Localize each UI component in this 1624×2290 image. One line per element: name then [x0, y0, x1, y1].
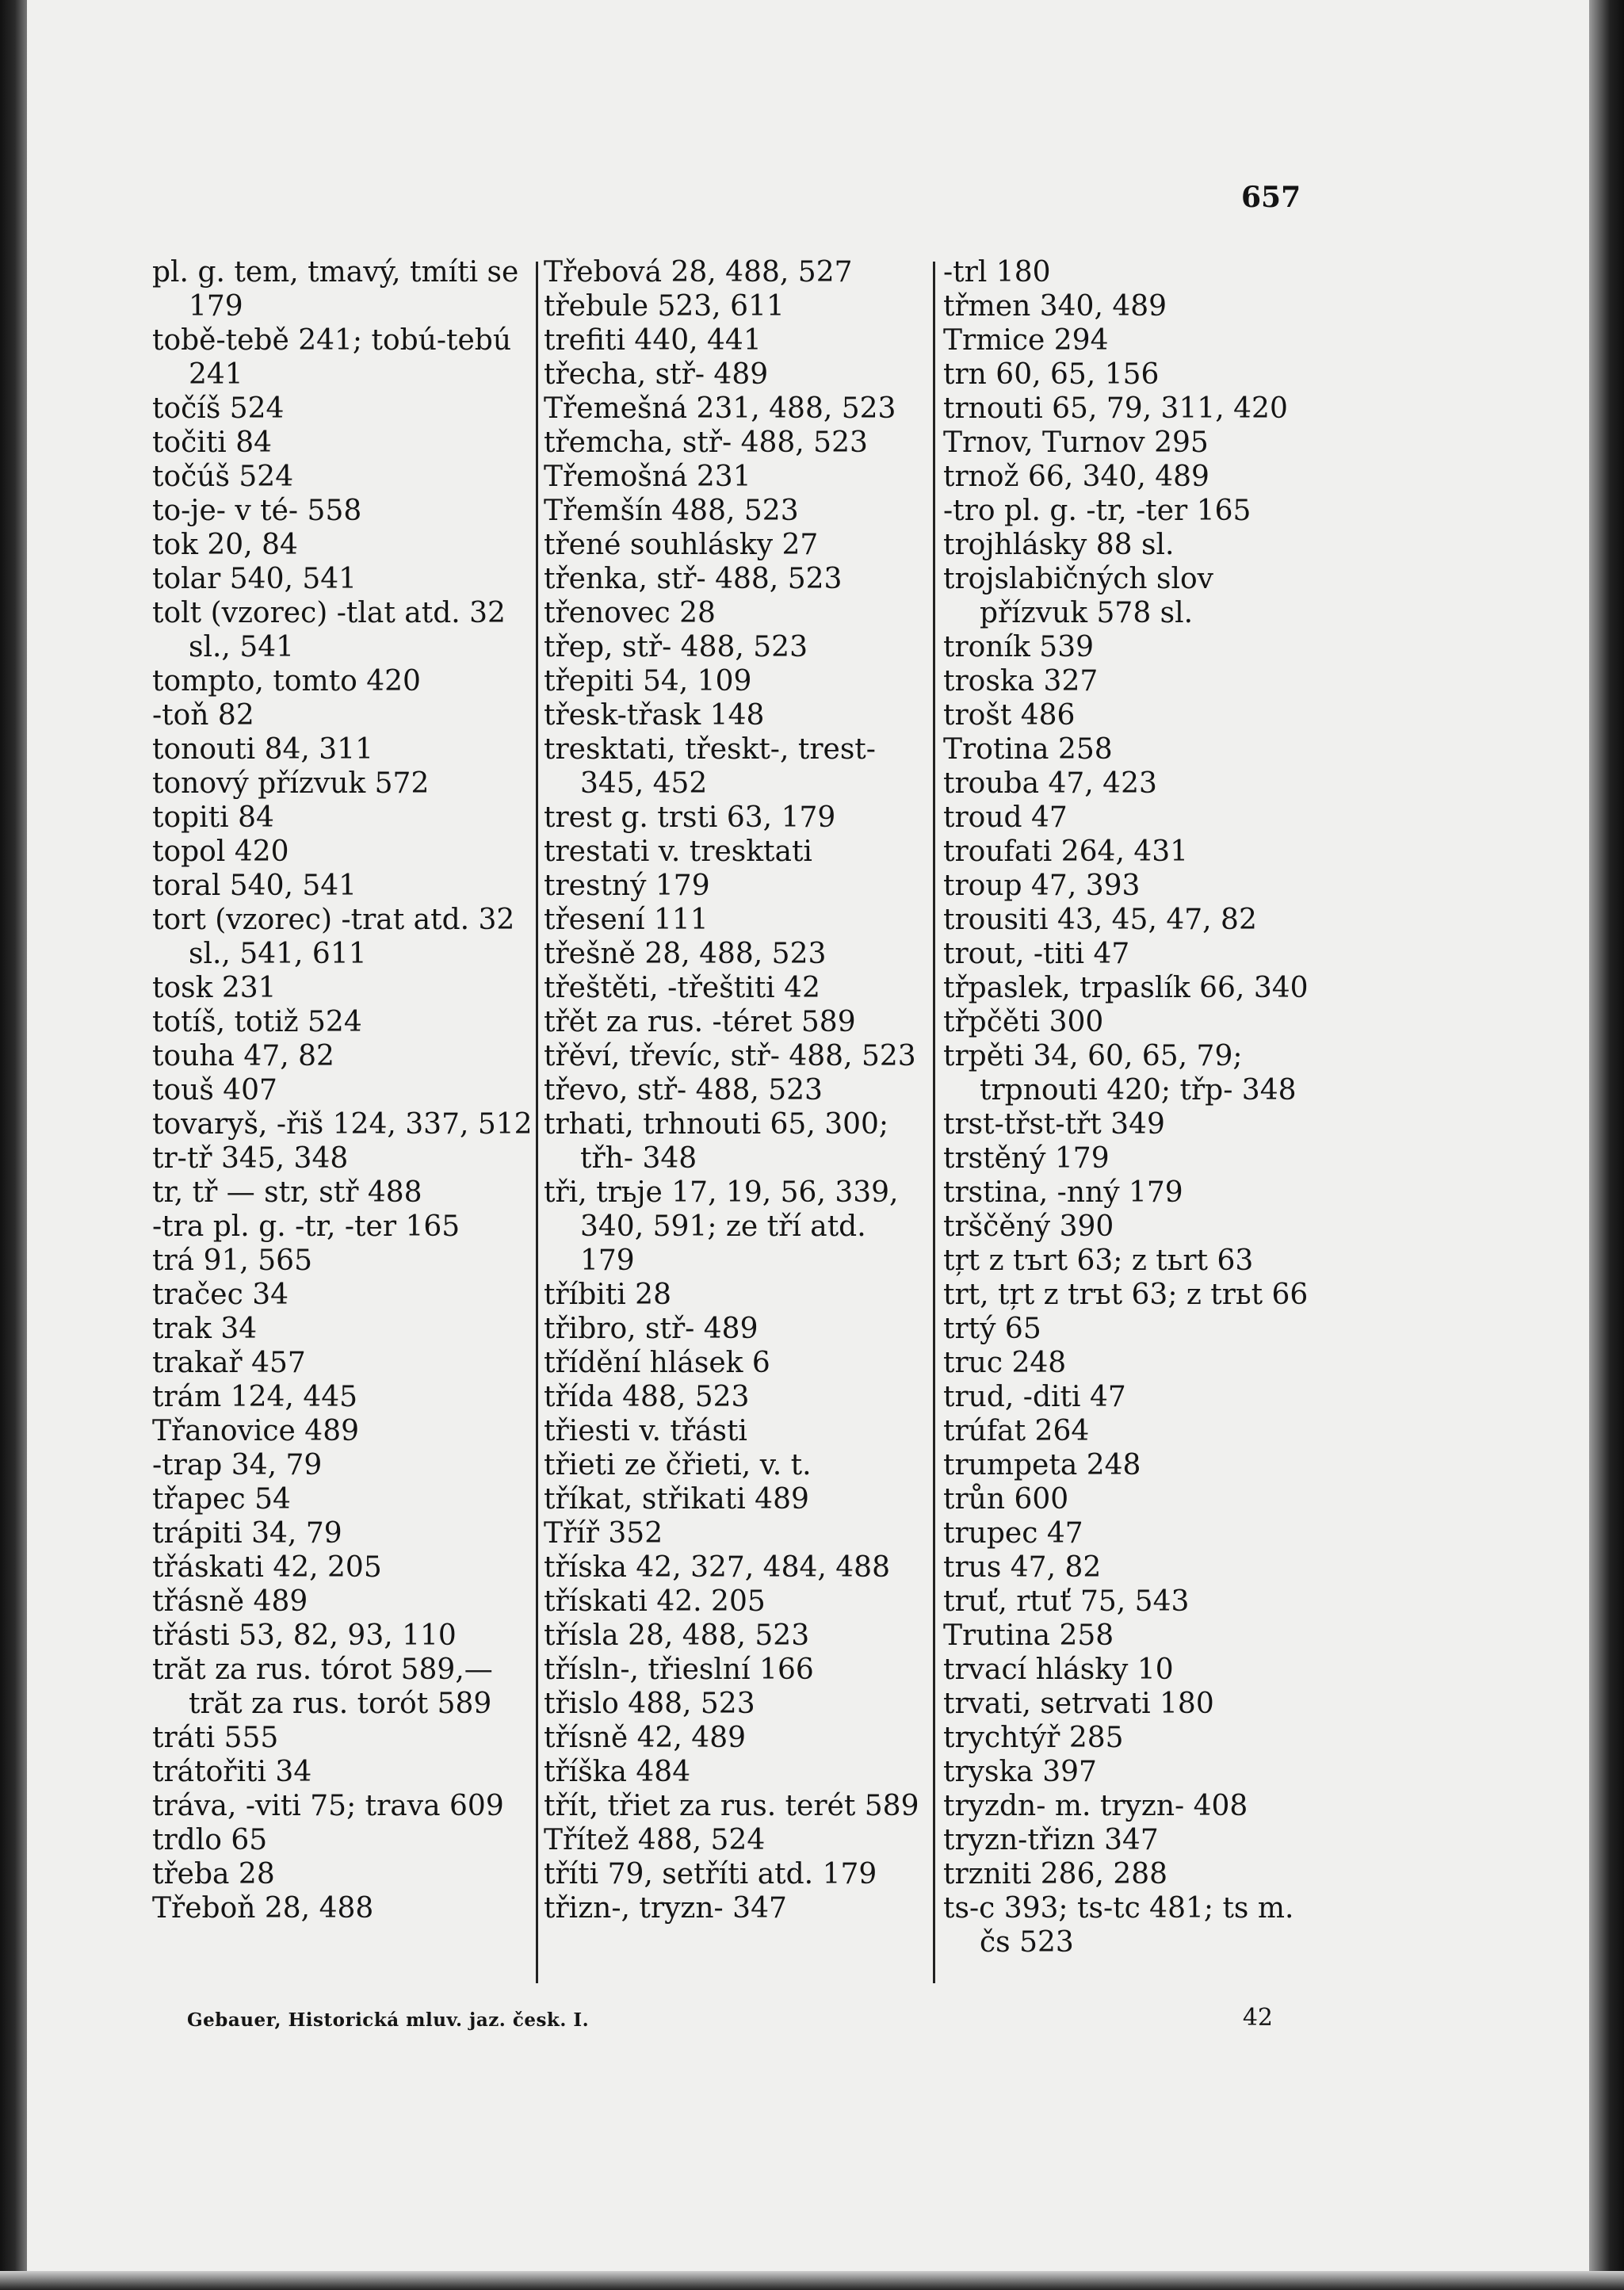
index-entry: to-je- v té- 558 [152, 495, 362, 527]
index-entry: -trap 34, 79 [152, 1449, 323, 1481]
index-entry: třásti 53, 82, 93, 110 [152, 1619, 457, 1652]
index-entry: trefiti 440, 441 [544, 324, 762, 357]
index-entry: Třítež 488, 524 [544, 1824, 766, 1856]
index-entry: tompto, tomto 420 [152, 665, 421, 698]
index-entry: trus 47, 82 [943, 1551, 1102, 1584]
index-entry: tresktati, třeskt-, trest- 345, 452 [544, 733, 876, 800]
index-entry: trnouti 65, 79, 311, 420 [943, 392, 1288, 425]
index-entry: Tříř 352 [544, 1517, 663, 1550]
index-entry: točúš 524 [152, 461, 294, 493]
index-entry: trstěný 179 [943, 1142, 1110, 1175]
index-entry: trá 91, 565 [152, 1244, 312, 1277]
index-entry: trojslabičných slov přízvuk 578 sl. [943, 563, 1213, 629]
index-entry: -toň 82 [152, 699, 254, 732]
index-entry: trhati, trhnouti 65, 300; třh- 348 [544, 1108, 889, 1175]
index-entry: touš 407 [152, 1074, 277, 1107]
index-entry: Trutina 258 [943, 1619, 1114, 1652]
column-rule-1 [536, 262, 538, 1983]
index-entry: třpčěti 300 [943, 1006, 1104, 1038]
index-entry: třískati 42. 205 [544, 1585, 766, 1618]
index-entry: trestati v. tresktati [544, 835, 812, 868]
index-entry: tryzdn- m. tryzn- 408 [943, 1790, 1248, 1822]
index-entry: trychtýř 285 [943, 1722, 1124, 1754]
index-entry: trátořiti 34 [152, 1756, 312, 1788]
index-entry: trst-třst-třt 349 [943, 1108, 1165, 1141]
column-rule-2 [933, 262, 935, 1983]
index-entry: trouba 47, 423 [943, 767, 1157, 800]
index-entry: troud 47 [943, 801, 1068, 834]
index-entry: trošt 486 [943, 699, 1076, 732]
index-entry: trstina, -nný 179 [943, 1176, 1183, 1209]
index-entry: Trotina 258 [943, 733, 1113, 766]
index-entry: třenovec 28 [544, 597, 716, 629]
index-entry: třesení 111 [544, 904, 709, 936]
index-entry: tři, trьje 17, 19, 56, 339, 340, 591; ze tří atd. 179 [544, 1176, 899, 1277]
index-entry: pl. g. tem, tmavý, tmíti se 179 [152, 256, 519, 323]
index-entry: třísln-, třieslní 166 [544, 1653, 814, 1686]
index-entry: tr, tř — str, stř 488 [152, 1176, 422, 1209]
index-entry: trăt za rus. tórot 589,— trăt za rus. torót 589 [152, 1653, 493, 1720]
index-entry: třené souhlásky 27 [544, 529, 819, 561]
index-entry: třpaslek, trpaslík 66, 340 [943, 972, 1309, 1004]
index-entry: třeštěti, -třeštiti 42 [544, 972, 820, 1004]
index-entry: trám 124, 445 [152, 1381, 358, 1413]
footer-signature-number: 42 [1242, 2004, 1273, 2032]
index-entry: trúfat 264 [943, 1415, 1090, 1447]
index-entry: tr-tř 345, 348 [152, 1142, 349, 1175]
index-entry: tonový přízvuk 572 [152, 767, 430, 800]
index-entry: třět za rus. -téret 589 [544, 1006, 856, 1038]
index-entry: trpěti 34, 60, 65, 79; trpnouti 420; třp- 348 [943, 1040, 1297, 1107]
index-entry: tříti 79, setříti atd. 179 [544, 1858, 877, 1890]
index-entry: třěví, třevíc, stř- 488, 523 [544, 1040, 916, 1072]
index-entry: totíš, totiž 524 [152, 1006, 362, 1038]
index-entry: trumpeta 248 [943, 1449, 1141, 1481]
index-entry: trnož 66, 340, 489 [943, 461, 1209, 493]
index-entry: trvací hlásky 10 [943, 1653, 1174, 1686]
index-entry: troník 539 [943, 631, 1095, 663]
index-entry: Třebová 28, 488, 527 [544, 256, 853, 289]
index-entry: točiti 84 [152, 426, 273, 459]
index-entry: trápiti 34, 79 [152, 1517, 342, 1550]
index-entry: třesk-třask 148 [544, 699, 765, 732]
index-entry: točíš 524 [152, 392, 285, 425]
index-entry: trestný 179 [544, 870, 710, 902]
index-entry: třieti ze čřieti, v. t. [544, 1449, 812, 1481]
index-entry: Třanovice 489 [152, 1415, 360, 1447]
index-entry: tříška 484 [544, 1756, 691, 1788]
index-entry: truc 248 [943, 1347, 1067, 1379]
footer-book-title: Gebauer, Historická mluv. jaz. česk. I. [187, 2009, 590, 2031]
index-entry: trzniti 286, 288 [943, 1858, 1168, 1890]
index-entry: třiesti v. třásti [544, 1415, 747, 1447]
index-entry: tolt (vzorec) -tlat atd. 32 sl., 541 [152, 597, 506, 663]
index-entry: třevo, stř- 488, 523 [544, 1074, 823, 1107]
index-entry: třecha, stř- 489 [544, 358, 769, 391]
index-entry: -tra pl. g. -tr, -ter 165 [152, 1210, 460, 1243]
index-entry: třešně 28, 488, 523 [544, 938, 827, 970]
index-entry: Třemošná 231 [544, 461, 751, 493]
index-entry: trousiti 43, 45, 47, 82 [943, 904, 1257, 936]
index-column-3 [943, 255, 1324, 1959]
index-entry: trn 60, 65, 156 [943, 358, 1160, 391]
index-entry: trt, tŗt z trъt 63; z trьt 66 [943, 1279, 1309, 1311]
index-entry: tračec 34 [152, 1279, 289, 1311]
index-entry: tolar 540, 541 [152, 563, 357, 595]
scan-edge-right [1589, 0, 1624, 2290]
index-entry: třáskati 42, 205 [152, 1551, 382, 1584]
index-entry: Třeboň 28, 488 [152, 1892, 374, 1925]
scan-edge-left [0, 0, 27, 2290]
index-entry: třít, třiet za rus. terét 589 [544, 1790, 919, 1822]
index-entry: Třemšín 488, 523 [544, 495, 799, 527]
index-entry: třísně 42, 489 [544, 1722, 747, 1754]
index-entry: tovaryš, -řiš 124, 337, 512 [152, 1108, 533, 1141]
index-entry: trojhlásky 88 sl. [943, 529, 1175, 561]
index-entry: -tro pl. g. -tr, -ter 165 [943, 495, 1251, 527]
index-entry: troska 327 [943, 665, 1099, 698]
index-entry: třásně 489 [152, 1585, 308, 1618]
index-entry: tosk 231 [152, 972, 277, 1004]
index-entry: truť, rtuť 75, 543 [943, 1585, 1190, 1618]
index-entry: troup 47, 393 [943, 870, 1141, 902]
index-entry: tříska 42, 327, 484, 488 [544, 1551, 890, 1584]
index-entry: trest g. trsti 63, 179 [544, 801, 836, 834]
index-entry: třislo 488, 523 [544, 1688, 755, 1720]
index-entry: tonouti 84, 311 [152, 733, 374, 766]
index-entry: třemcha, stř- 488, 523 [544, 426, 868, 459]
scan-edge-bottom [0, 2271, 1624, 2290]
index-entry: tort (vzorec) -trat atd. 32 sl., 541, 611 [152, 904, 515, 970]
index-entry: Trmice 294 [943, 324, 1109, 357]
index-entry: tříbiti 28 [544, 1279, 671, 1311]
index-entry: trůn 600 [943, 1483, 1069, 1516]
index-entry: Třemešná 231, 488, 523 [544, 392, 896, 425]
index-entry: -trl 180 [943, 256, 1051, 289]
index-entry: topiti 84 [152, 801, 274, 834]
index-entry: tryska 397 [943, 1756, 1097, 1788]
index-entry: tráva, -viti 75; trava 609 [152, 1790, 504, 1822]
index-entry: třibro, stř- 489 [544, 1313, 759, 1345]
index-entry: třeba 28 [152, 1858, 275, 1890]
index-entry: touha 47, 82 [152, 1040, 334, 1072]
index-entry: tŗt z tъrt 63; z tьrt 63 [943, 1244, 1254, 1277]
index-entry: tobě-tebě 241; tobú-tebú 241 [152, 324, 512, 391]
index-entry: trdlo 65 [152, 1824, 268, 1856]
index-entry: ts-c 393; ts-tc 481; ts m. čs 523 [943, 1892, 1294, 1959]
index-entry: třizn-, tryzn- 347 [544, 1892, 787, 1925]
index-column-1 [152, 255, 533, 1925]
index-entry: troufati 264, 431 [943, 835, 1189, 868]
index-entry: Trnov, Turnov 295 [943, 426, 1209, 459]
index-entry: třmen 340, 489 [943, 290, 1167, 323]
index-entry: trščěný 390 [943, 1210, 1114, 1243]
index-entry: třep, stř- 488, 523 [544, 631, 808, 663]
index-column-2 [544, 255, 927, 1925]
index-entry: trak 34 [152, 1313, 258, 1345]
index-entry: třepiti 54, 109 [544, 665, 752, 698]
index-entry: trvati, setrvati 180 [943, 1688, 1214, 1720]
index-entry: topol 420 [152, 835, 289, 868]
index-entry: tryzn-třizn 347 [943, 1824, 1159, 1856]
index-entry: třapec 54 [152, 1483, 291, 1516]
index-entry: třída 488, 523 [544, 1381, 750, 1413]
index-entry: třídění hlásek 6 [544, 1347, 770, 1379]
index-entry: třenka, stř- 488, 523 [544, 563, 843, 595]
index-entry: třísla 28, 488, 523 [544, 1619, 810, 1652]
index-entry: trakař 457 [152, 1347, 306, 1379]
index-entry: toral 540, 541 [152, 870, 357, 902]
index-entry: třebule 523, 611 [544, 290, 785, 323]
index-entry: tráti 555 [152, 1722, 279, 1754]
index-entry: trupec 47 [943, 1517, 1083, 1550]
index-entry: trtý 65 [943, 1313, 1041, 1345]
page-number: 657 [1241, 181, 1301, 214]
index-entry: trud, -diti 47 [943, 1381, 1126, 1413]
index-entry: tříkat, střikati 489 [544, 1483, 809, 1516]
index-entry: trout, -titi 47 [943, 938, 1130, 970]
index-entry: tok 20, 84 [152, 529, 298, 561]
